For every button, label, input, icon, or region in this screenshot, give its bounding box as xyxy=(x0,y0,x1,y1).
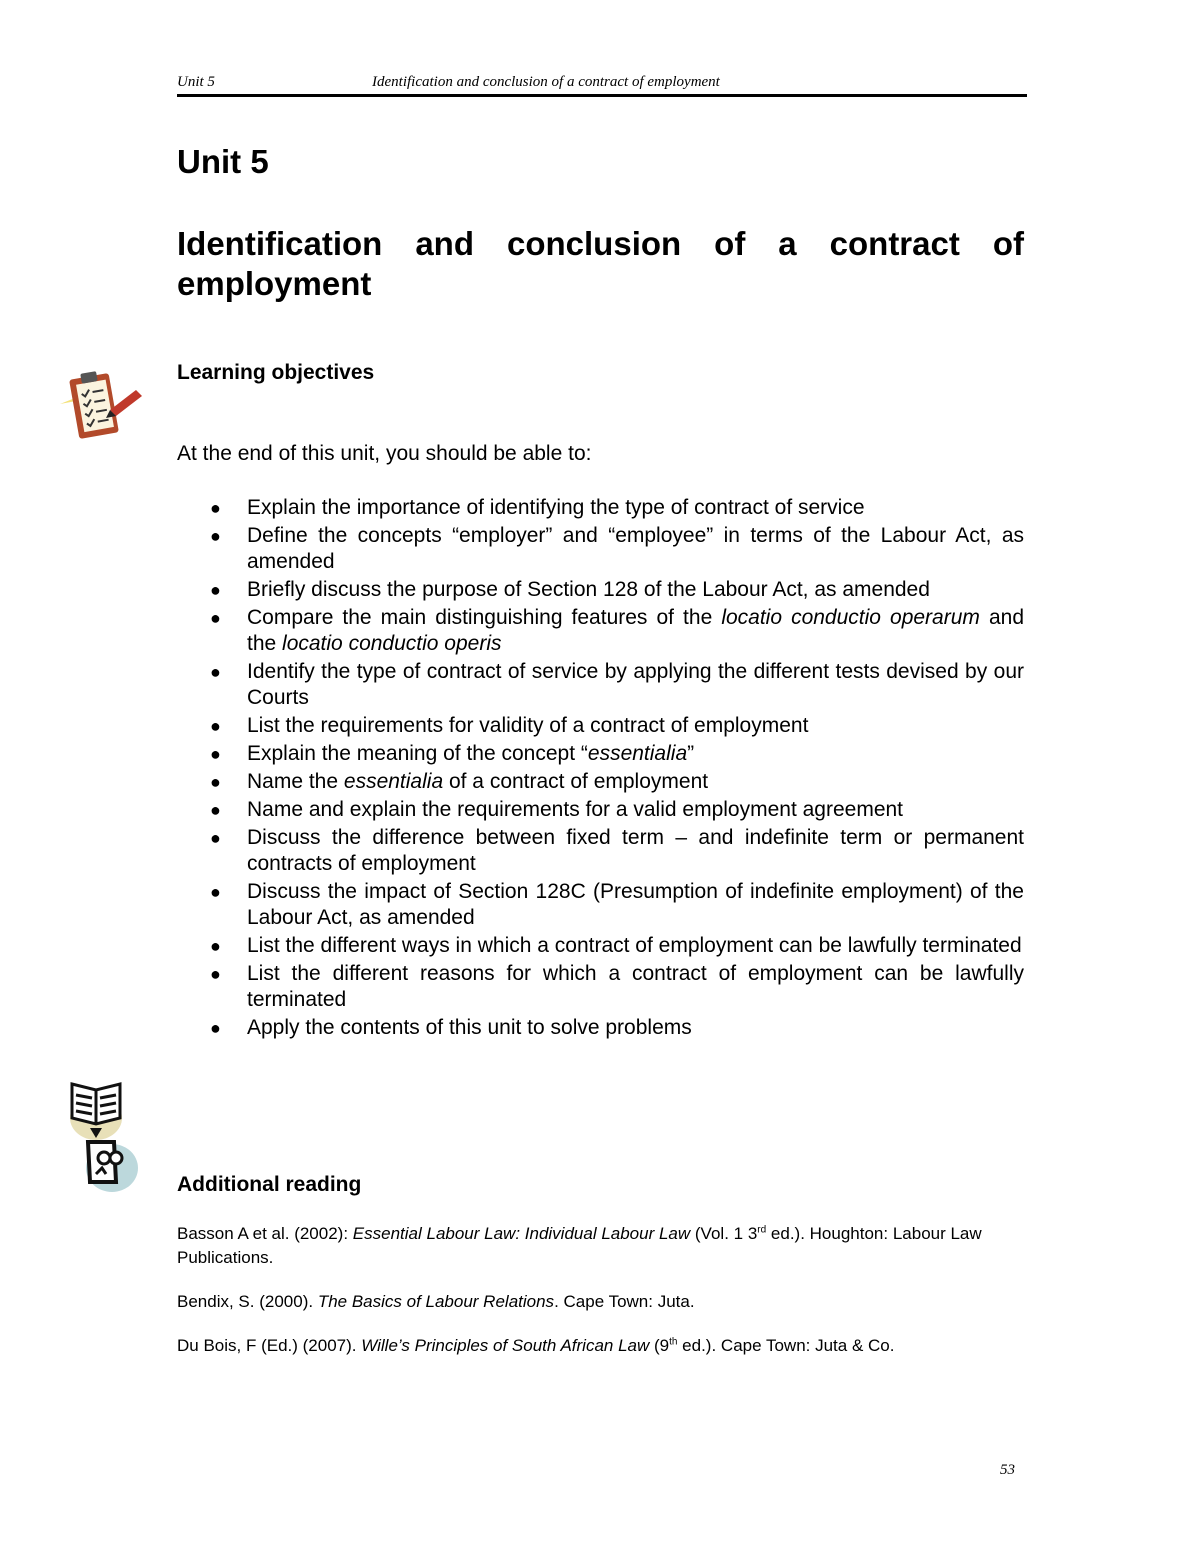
list-item: ● Name the essentialia of a contract of employment xyxy=(210,770,709,793)
reference-item: Bendix, S. (2000). The Basics of Labour Relations. Cape Town: Juta. xyxy=(177,1292,695,1311)
objectives-intro: At the end of this unit, you should be able to: xyxy=(177,442,592,465)
list-item: ● List the different ways in which a contract of employment can be lawfully terminated xyxy=(210,934,1022,957)
reference-list xyxy=(177,1222,1024,1378)
list-item: ● Compare the main distinguishing features of the locatio conductio operarum and the locatio conductio operis xyxy=(210,606,1024,655)
bullet: ● xyxy=(210,1018,221,1038)
bullet: ● xyxy=(210,744,221,764)
clipboard-checklist-icon xyxy=(58,360,146,444)
list-item: ● List the requirements for validity of a contract of employment xyxy=(210,714,809,737)
list-item: ● Define the concepts “employer” and “employee” in terms of the Labour Act, as amended xyxy=(210,524,1024,573)
list-item: ● Identify the type of contract of service by applying the different tests devised by our Courts xyxy=(210,660,1024,709)
bullet: ● xyxy=(210,964,221,984)
reference-item: Basson A et al. (2002): Essential Labour Law: Individual Labour Law (Vol. 1 3rd ed.). Houghton: Labour Law Publications. xyxy=(177,1224,982,1267)
bullet: ● xyxy=(210,828,221,848)
learning-objectives-list xyxy=(177,495,1024,1043)
list-item: ● Discuss the difference between fixed term – and indefinite term or permanent contracts of employment xyxy=(210,826,1024,875)
header-rule xyxy=(177,94,1027,97)
bullet: ● xyxy=(210,800,221,820)
header-unit-label: Unit 5 xyxy=(177,74,215,90)
list-item: ● List the different reasons for which a contract of employment can be lawfully terminated xyxy=(210,962,1024,1011)
bullet: ● xyxy=(210,716,221,736)
header-title: Identification and conclusion of a contract of employment xyxy=(372,74,720,90)
bullet: ● xyxy=(210,608,221,628)
learning-objectives-heading: Learning objectives xyxy=(177,361,375,384)
list-item: ● Explain the importance of identifying the type of contract of service xyxy=(210,496,865,519)
page-number: 53 xyxy=(1000,1462,1015,1478)
bullet: ● xyxy=(210,882,221,902)
list-item: ● Name and explain the requirements for a valid employment agreement xyxy=(210,798,904,821)
list-item: ● Briefly discuss the purpose of Section 128 of the Labour Act, as amended xyxy=(210,578,930,601)
running-header xyxy=(177,72,1027,94)
reference-item: Du Bois, F (Ed.) (2007). Wille’s Principles of South African Law (9th ed.). Cape Town: Juta & Co. xyxy=(177,1336,895,1355)
chapter-title: Identification and conclusion of a contract of employment xyxy=(177,225,1024,302)
bullet: ● xyxy=(210,936,221,956)
book-and-reader-icon xyxy=(66,1078,142,1196)
bullet: ● xyxy=(210,772,221,792)
bullet: ● xyxy=(210,526,221,546)
list-item: ● Explain the meaning of the concept “essentialia” xyxy=(210,742,695,765)
list-item: ● Discuss the impact of Section 128C (Presumption of indefinite employment) of the Labour Act, as amended xyxy=(210,880,1024,929)
additional-reading-heading: Additional reading xyxy=(177,1173,362,1196)
unit-title: Unit 5 xyxy=(177,143,269,180)
bullet: ● xyxy=(210,580,221,600)
list-item: ● Apply the contents of this unit to solve problems xyxy=(210,1016,692,1039)
bullet: ● xyxy=(210,498,221,518)
bullet: ● xyxy=(210,662,221,682)
